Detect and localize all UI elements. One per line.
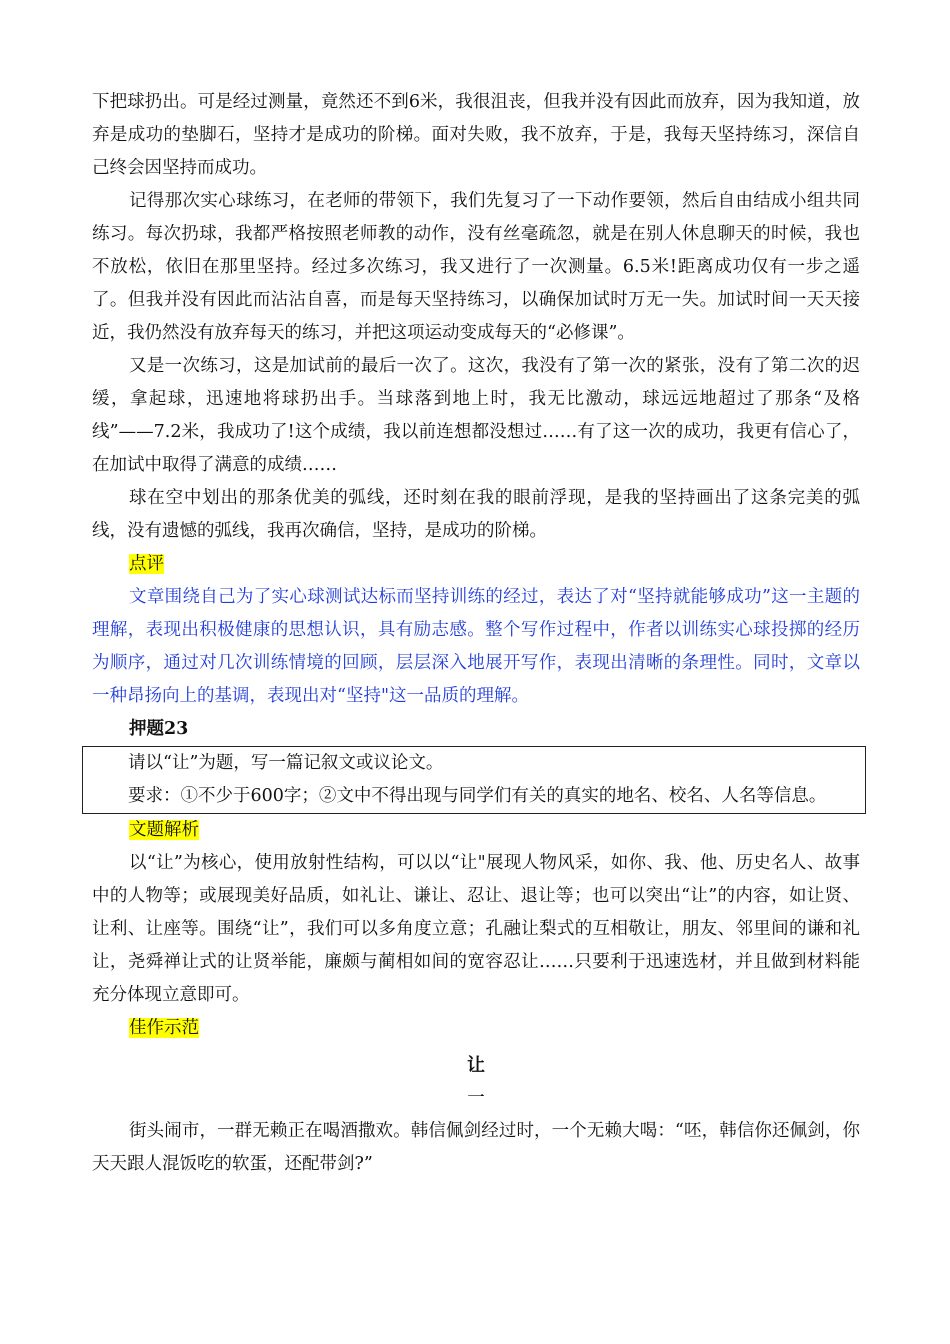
question-requirements: 要求：①不少于600字；②文中不得出现与同学们有关的真实的地名、校名、人名等信息。 bbox=[128, 786, 827, 806]
sample-section-number: 一 bbox=[467, 1088, 485, 1108]
essay-paragraph: 球在空中划出的那条优美的弧线，还时刻在我的眼前浮现，是我的坚持画出了这条完美的弧线，没有遗憾的弧线，我再次确信，坚持，是成功的阶梯。 bbox=[92, 488, 860, 541]
analysis-label-line bbox=[129, 814, 860, 847]
essay-paragraph: 又是一次练习，这是加试前的最后一次了。这次，我没有了第一次的紧张，没有了第二次的迟缓，拿起球，迅速地将球扔出手。当球落到地上时，我无比激动，球远远地超过了那条“及格线”——7.2米，我成功了!这个成绩，我以前连想都没想过……有了这一次的成功，我更有信心了，在加试中取得了满意的成绩…… bbox=[92, 356, 860, 475]
essay-paragraph: 下把球扔出。可是经过测量，竟然还不到6米，我很沮丧，但我并没有因此而放弃，因为我知道，放弃是成功的垫脚石，坚持才是成功的阶梯。面对失败，我不放弃，于是，我每天坚持练习，深信自己终会因坚持而成功。 bbox=[92, 92, 860, 178]
review-label: 点评 bbox=[129, 554, 164, 574]
review-label-line bbox=[129, 548, 860, 581]
essay-paragraph: 记得那次实心球练习，在老师的带领下，我们先复习了一下动作要领，然后自由结成小组共同练习。每次扔球，我都严格按照老师教的动作，没有丝毫疏忽，就是在别人休息聊天的时候，我也不放松，依旧在那里坚持。经过多次练习，我又进行了一次测量。6.5米!距离成功仅有一步之遥了。但我并没有因此而沾沾自喜，而是每天坚持练习，以确保加试时万无一失。加试时间一天天接近，我仍然没有放弃每天的练习，并把这项运动变成每天的“必修课”。 bbox=[92, 191, 860, 343]
page-content bbox=[92, 86, 860, 1181]
sample-label-line bbox=[129, 1012, 860, 1045]
review-text: 文章围绕自己为了实心球测试达标而坚持训练的经过，表达了对“坚持就能够成功”这一主题的理解，表现出积极健康的思想认识，具有励志感。整个写作过程中，作者以训练实心球投掷的经历为顺序，通过对几次训练情境的回顾，层层深入地展开写作，表现出清晰的条理性。同时，文章以一种昂扬向上的基调，表现出对“坚持"这一品质的理解。 bbox=[92, 587, 860, 706]
sample-label: 佳作示范 bbox=[129, 1018, 199, 1038]
analysis-label: 文题解析 bbox=[129, 820, 199, 840]
question-prompt: 请以“让”为题，写一篇记叙文或议论文。 bbox=[128, 753, 444, 773]
sample-paragraph: 街头闹市，一群无赖正在喝酒撒欢。韩信佩剑经过时，一个无赖大喝：“呸，韩信你还佩剑，你天天跟人混饭吃的软蛋，还配带剑?” bbox=[92, 1121, 860, 1174]
question-heading: 押题23 bbox=[129, 719, 189, 739]
sample-title: 让 bbox=[467, 1055, 485, 1076]
analysis-text: 以“让”为核心，使用放射性结构，可以以“让"展现人物风采，如你、我、他、历史名人、故事中的人物等；或展现美好品质，如礼让、谦让、忍让、退让等；也可以突出“让”的内容，如让贤、让利、让座等。围绕“让”，我们可以多角度立意；孔融让梨式的互相敬让，朋友、邻里间的谦和礼让，尧舜禅让式的让贤举能，廉颇与蔺相如间的宽容忍让……只要利于迅速选材，并且做到材料能充分体现立意即可。 bbox=[92, 853, 860, 1005]
question-prompt-box bbox=[82, 746, 866, 814]
